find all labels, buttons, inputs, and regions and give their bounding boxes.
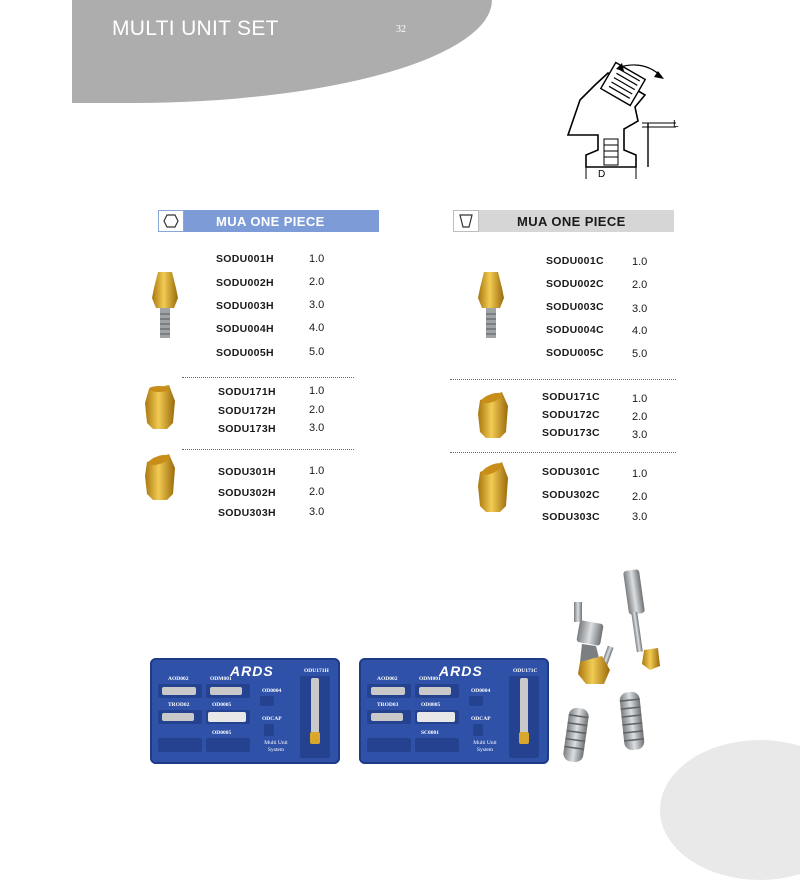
right-value: 1.0 [632,468,648,480]
multi-unit-kit-h [150,658,340,764]
left-value: 4.0 [309,322,325,334]
kit-label: ODCAP [262,716,282,722]
left-code: SODU303H [218,507,276,519]
kit-label: OD0004 [262,688,282,694]
right-value: 3.0 [632,511,648,523]
kit-slot [260,696,274,706]
straight-abutment-c-image [474,268,508,342]
page-number: 32 [396,24,406,35]
kit-label: ODM001 [419,676,441,682]
kit-part [371,687,405,695]
kit-part [417,712,455,722]
divider [182,449,354,450]
kit-slot [415,738,459,752]
angled-abutment-30-image [141,452,181,502]
kit-part [162,713,194,721]
kit-label: AOD002 [168,676,189,682]
hexagon-icon [158,210,184,232]
kit-label: OD0005 [421,702,441,708]
kit-part [310,732,320,744]
kit-slot [206,738,250,752]
kit-system-label: Multi Unit System [473,740,497,753]
left-code: SODU302H [218,487,276,499]
right-code: SODU005C [546,347,604,359]
kit-slot [264,724,274,736]
left-value: 3.0 [309,506,325,518]
header-banner [72,0,492,103]
kit-label: OD0005 [212,730,232,736]
angled-abutment-c-30-image [474,460,514,514]
kit-part [419,687,451,695]
right-code: SODU303C [542,511,600,523]
left-code: SODU172H [218,405,276,417]
kit-part [520,678,528,734]
kit-label: OD0005 [212,702,232,708]
right-code: SODU003C [546,301,604,313]
abutment-diagram [550,55,700,185]
left-section-header [158,210,379,232]
kit-label: TROD02 [168,702,190,708]
left-value: 3.0 [309,299,325,311]
right-code: SODU173C [542,427,600,439]
right-value: 2.0 [632,491,648,503]
kit-slot [469,696,483,706]
right-code: SODU004C [546,324,604,336]
kit-label: ODU171C [513,668,538,674]
right-value: 3.0 [632,303,648,315]
kit-part [371,713,403,721]
right-value: 4.0 [632,325,648,337]
kit-part [210,687,242,695]
kit-part [311,678,319,734]
right-code: SODU001C [546,255,604,267]
kit-part [208,712,246,722]
trapezoid-icon [453,210,479,232]
kit-part [519,732,529,744]
kit-label: AOD002 [377,676,398,682]
diagram-label-d: D [598,169,606,180]
left-code: SODU173H [218,423,276,435]
left-value: 2.0 [309,276,325,288]
divider [450,452,676,453]
right-code: SODU002C [546,278,604,290]
right-value: 1.0 [632,393,648,405]
right-code: SODU171C [542,391,600,403]
kit-label: OD0004 [471,688,491,694]
angled-abutment-17-image [141,383,181,431]
left-value: 2.0 [309,404,325,416]
left-value: 2.0 [309,486,325,498]
left-value: 1.0 [309,253,325,265]
page-title: MULTI UNIT SET [112,17,279,40]
right-value: 3.0 [632,429,648,441]
right-value: 2.0 [632,411,648,423]
right-code: SODU302C [542,489,600,501]
kit-part [162,687,196,695]
kit-slot [473,724,483,736]
multi-unit-kit-c [359,658,549,764]
kit-brand-logo: ARDS [439,663,483,679]
kit-system-label: Multi Unit System [264,740,288,753]
kit-label: ODU171H [304,668,329,674]
left-code: SODU003H [216,300,274,312]
left-code: SODU001H [216,253,274,265]
left-section-title: MUA ONE PIECE [216,213,325,229]
right-code: SODU301C [542,466,600,478]
kit-brand-logo: ARDS [230,663,274,679]
kit-slot [367,738,411,752]
left-code: SODU005H [216,347,274,359]
left-value: 3.0 [309,422,325,434]
divider [182,377,354,378]
right-section-title: MUA ONE PIECE [517,213,626,229]
tools-implants-image [560,566,690,766]
kit-label: SC0001 [421,730,440,736]
right-value: 1.0 [632,256,648,268]
left-value: 1.0 [309,465,325,477]
angled-abutment-c-17-image [474,390,514,440]
left-value: 5.0 [309,346,325,358]
diagram-label-l: L [673,119,679,130]
left-code: SODU002H [216,277,274,289]
left-code: SODU004H [216,323,274,335]
kit-label: TROD03 [377,702,399,708]
kit-label: ODCAP [471,716,491,722]
left-value: 1.0 [309,385,325,397]
left-code: SODU301H [218,466,276,478]
left-code: SODU171H [218,386,276,398]
kit-slot [158,738,202,752]
right-value: 2.0 [632,279,648,291]
divider [450,379,676,380]
right-section-header [453,210,674,232]
kit-label: ODM001 [210,676,232,682]
right-value: 5.0 [632,348,648,360]
right-code: SODU172C [542,409,600,421]
straight-abutment-image [148,268,182,342]
